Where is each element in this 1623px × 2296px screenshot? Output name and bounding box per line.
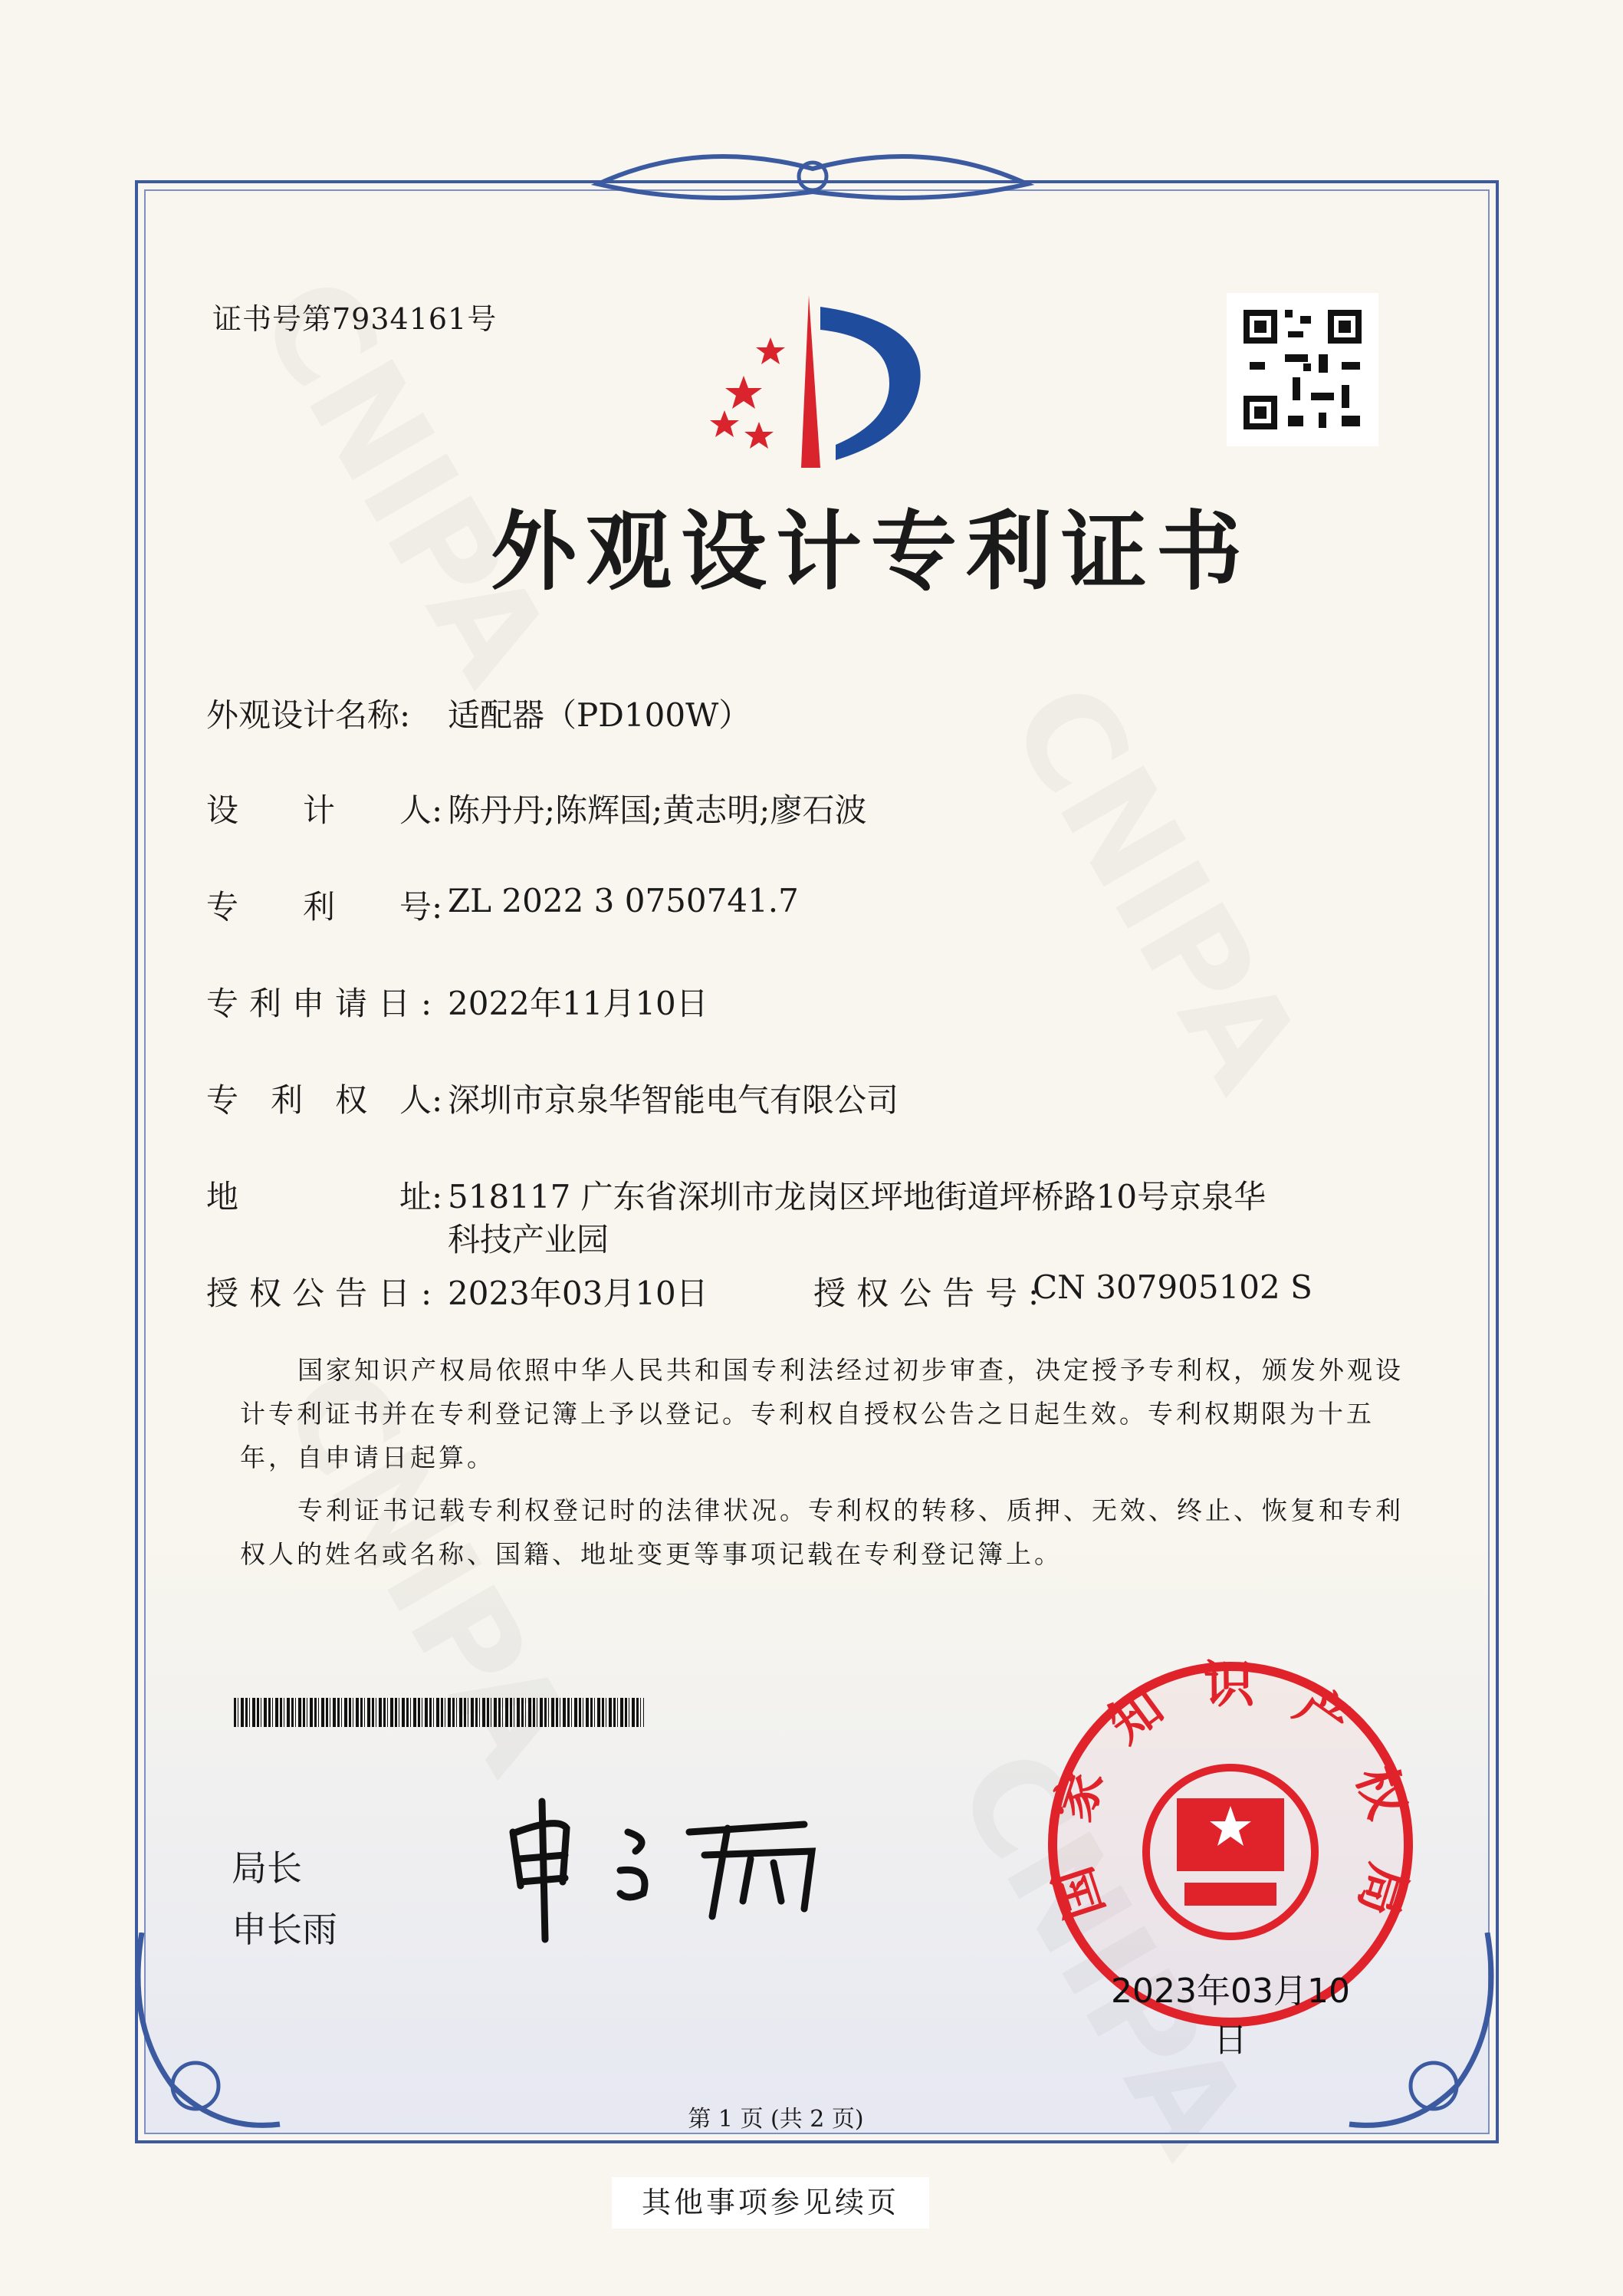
field-value: 2023年03月10日 (448, 1275, 708, 1312)
field-value: 518117 广东省深圳市龙岗区坪地街道坪桥路10号京泉华 (448, 1178, 1267, 1215)
field-label: 授权公告日: (206, 1275, 443, 1312)
field-grant-date (0, 1268, 1623, 1314)
director-title: 局长 (232, 1847, 302, 1889)
field-patent-number (0, 882, 1623, 928)
certificate-number: 证书号第7934161号 (212, 302, 498, 336)
qr-code-icon (1227, 293, 1378, 446)
seal-text: 国家知识产权局 (1043, 1656, 1418, 1926)
signature-icon (498, 1794, 835, 1947)
page-title: 外观设计专利证书 (491, 502, 1251, 602)
field-patentee (0, 1075, 1623, 1121)
legal-text (240, 1348, 1421, 1585)
seal-date: 2023年03月10日 (1111, 1972, 1350, 2060)
legal-paragraph: 国家知识产权局依照中华人民共和国专利法经过初步审查，决定授予专利权，颁发外观设计专利证书并在专利登记簿上予以登记。专利权自授权公告之日起生效。专利权期限为十五年，自申请日起算。 (240, 1355, 1404, 1472)
announcement-label: 授权公告号: (813, 1275, 1050, 1312)
ornament-corner-icon (126, 1933, 295, 2147)
page-number: 第 1 页 (共 2 页) (688, 2106, 864, 2133)
field-value: 陈丹丹;陈辉国;黄志明;廖石波 (448, 791, 867, 829)
field-design-name (0, 690, 1623, 736)
continuation-note: 其他事项参见续页 (612, 2177, 929, 2229)
field-value: 深圳市京泉华智能电气有限公司 (448, 1081, 899, 1119)
field-label: 设 计 人: (206, 791, 443, 829)
ornament-top-icon (583, 138, 1043, 222)
field-label: 专 利 号: (206, 888, 443, 926)
field-designers (0, 785, 1623, 831)
announcement-value: CN 307905102 S (1033, 1268, 1313, 1306)
field-label: 地 址: (206, 1178, 443, 1215)
field-label: 外观设计名称: (206, 696, 411, 734)
director-name: 申长雨 (232, 1909, 337, 1950)
cnipa-logo-icon (698, 291, 935, 472)
field-address (0, 1172, 1623, 1264)
field-value: 2022年11月10日 (448, 985, 708, 1022)
field-label: 专 利 权 人: (206, 1081, 443, 1119)
field-label: 专利申请日: (206, 985, 443, 1022)
field-value-line2: 科技产业园 (448, 1221, 609, 1258)
legal-paragraph: 专利证书记载专利权登记时的法律状况。专利权的转移、质押、无效、终止、恢复和专利权人的姓名或名称、国籍、地址变更等事项记载在专利登记簿上。 (240, 1495, 1404, 1569)
barcode-icon (234, 1698, 644, 1727)
field-value: ZL 2022 3 0750741.7 (448, 882, 799, 919)
field-value: 适配器（PD100W） (448, 696, 751, 734)
field-application-date (0, 979, 1623, 1025)
